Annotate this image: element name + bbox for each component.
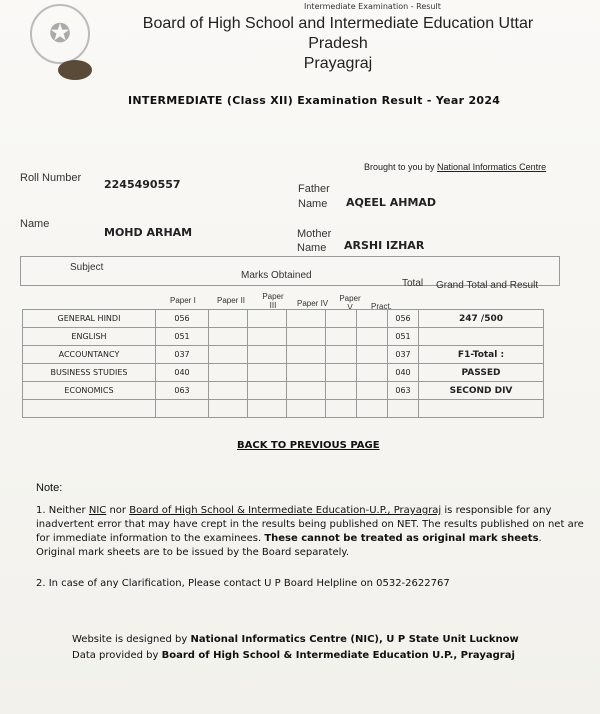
- subject-cell: BUSINESS STUDIES: [23, 364, 156, 382]
- paper2-cell: [209, 346, 248, 364]
- grand-total-cell: F1-Total :: [419, 346, 544, 364]
- paper3-cell: [248, 364, 287, 382]
- paper2-cell: [209, 364, 248, 382]
- paper5-cell: [326, 310, 357, 328]
- paper3-cell: [248, 400, 287, 418]
- total-cell: 051: [388, 328, 419, 346]
- total-cell: 063: [388, 382, 419, 400]
- total-cell: 040: [388, 364, 419, 382]
- paper3-cell: [248, 328, 287, 346]
- mother-name-label-1: Mother: [297, 228, 332, 240]
- grand-total-cell: PASSED: [419, 364, 544, 382]
- paper5-header: Paper V: [339, 294, 361, 312]
- board-title: [128, 14, 548, 74]
- table-row: [23, 346, 544, 364]
- marks-obtained-header: Marks Obtained: [241, 270, 312, 281]
- up-emblem-icon: ✪: [30, 4, 90, 64]
- paper4-cell: [287, 382, 326, 400]
- table-row: [23, 400, 544, 418]
- paper5-cell: [326, 382, 357, 400]
- footer-line-1: Website is designed by National Informatics Centre (NIC), U P State Unit Lucknow: [72, 634, 519, 645]
- paper2-header: Paper II: [217, 296, 246, 305]
- paper5-cell: [326, 328, 357, 346]
- grand-total-header: Grand Total and Result: [436, 280, 539, 291]
- grand-total-cell: [419, 400, 544, 418]
- emblem-smudge: [58, 60, 92, 80]
- paper1-cell: 040: [156, 364, 209, 382]
- brought-by: Brought to you by National Informatics Centre: [364, 162, 547, 172]
- pract-cell: [357, 400, 388, 418]
- pract-cell: [357, 364, 388, 382]
- total-header: Total: [402, 278, 424, 289]
- paper5-cell: [326, 364, 357, 382]
- nic-note-link[interactable]: NIC: [88, 505, 107, 516]
- father-name-label-1: Father: [298, 183, 330, 195]
- total-cell: [388, 400, 419, 418]
- table-row: [23, 328, 544, 346]
- pract-cell: [357, 346, 388, 364]
- note-title: Note:: [36, 482, 63, 494]
- paper1-cell: 056: [156, 310, 209, 328]
- paper4-cell: [287, 310, 326, 328]
- table-row: [23, 310, 544, 328]
- board-title-line1: Board of High School and Intermediate Education Uttar Pradesh: [142, 15, 534, 52]
- subject-cell: ENGLISH: [23, 328, 156, 346]
- note-item-1: 1. Neither NIC nor Board of High School & Intermediate Education-U.P., Prayagraj is responsible for any inadvertent error that may have crept in the results being published on NET. The results published on net are for immediate information to the examinees. These cannot be treated as original mark sheets. Original mark sheets are to be issued by the Board separately.: [36, 505, 584, 558]
- pract-cell: [357, 328, 388, 346]
- paper3-header: Paper III: [262, 292, 284, 310]
- footer-line-2: Data provided by Board of High School & Intermediate Education U.P., Prayagraj: [72, 650, 515, 661]
- nic-link[interactable]: National Informatics Centre: [437, 162, 547, 172]
- paper2-cell: [209, 382, 248, 400]
- pract-cell: [357, 382, 388, 400]
- name-value: MOHD ARHAM: [104, 226, 193, 239]
- footer: [72, 632, 519, 664]
- subject-cell: GENERAL HINDI: [23, 310, 156, 328]
- total-cell: 037: [388, 346, 419, 364]
- back-to-previous-page-link[interactable]: BACK TO PREVIOUS PAGE: [237, 440, 380, 451]
- paper1-cell: 063: [156, 382, 209, 400]
- table-row: [23, 364, 544, 382]
- board-note-link[interactable]: Board of High School & Intermediate Education-U.P., Prayagraj: [129, 505, 442, 516]
- total-cell: 056: [388, 310, 419, 328]
- paper1-header: Paper I: [170, 296, 196, 305]
- pract-header: Pract.: [371, 302, 392, 311]
- paper1-cell: 051: [156, 328, 209, 346]
- paper3-cell: [248, 310, 287, 328]
- subject-cell: ECONOMICS: [23, 382, 156, 400]
- paper4-cell: [287, 346, 326, 364]
- subject-cell: [23, 400, 156, 418]
- exam-title: INTERMEDIATE (Class XII) Examination Result - Year 2024: [128, 94, 501, 107]
- paper1-cell: 037: [156, 346, 209, 364]
- pract-cell: [357, 310, 388, 328]
- paper2-cell: [209, 328, 248, 346]
- paper4-header: Paper IV: [297, 299, 329, 308]
- grand-total-cell: [419, 328, 544, 346]
- paper4-cell: [287, 364, 326, 382]
- grand-total-cell: SECOND DIV: [419, 382, 544, 400]
- father-name-label-2: Name: [298, 198, 328, 210]
- roll-number-value: 2245490557: [104, 178, 181, 191]
- marks-grid: [22, 309, 544, 418]
- father-name-value: AQEEL AHMAD: [346, 196, 437, 209]
- paper5-cell: [326, 400, 357, 418]
- paper4-cell: [287, 328, 326, 346]
- note-item-2: 2. In case of any Clarification, Please contact U P Board Helpline on 0532-2622767: [36, 578, 450, 589]
- table-row: [23, 382, 544, 400]
- mother-name-label-2: Name: [297, 242, 327, 254]
- paper1-cell: [156, 400, 209, 418]
- subject-cell: ACCOUNTANCY: [23, 346, 156, 364]
- paper3-cell: [248, 346, 287, 364]
- grand-total-cell: 247 /500: [419, 310, 544, 328]
- board-title-line2: Prayagraj: [303, 55, 373, 72]
- paper2-cell: [209, 400, 248, 418]
- roll-number-label: Roll Number: [20, 172, 82, 184]
- paper2-cell: [209, 310, 248, 328]
- paper5-cell: [326, 346, 357, 364]
- paper3-cell: [248, 382, 287, 400]
- mother-name-value: ARSHI IZHAR: [344, 239, 425, 252]
- name-label: Name: [20, 218, 50, 230]
- subject-header: Subject: [70, 262, 104, 273]
- page-header-tag: Intermediate Examination - Result: [304, 2, 441, 11]
- paper4-cell: [287, 400, 326, 418]
